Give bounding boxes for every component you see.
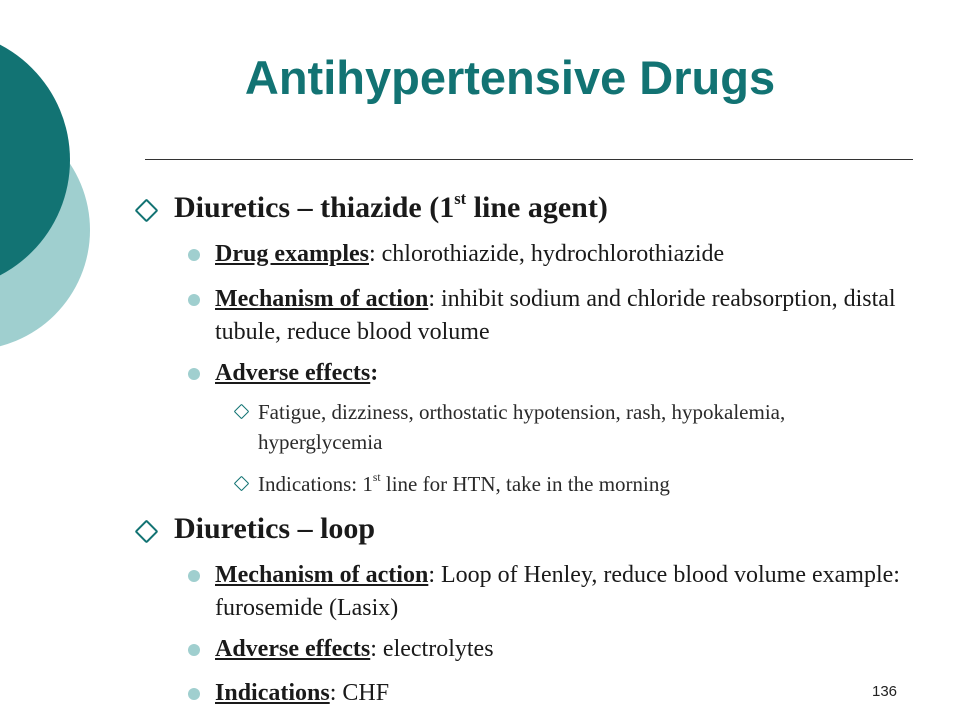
dot-bullet-icon (188, 570, 200, 582)
list-item: Mechanism of action: inhibit sodium and chloride reabsorption, distal tubule, reduce blood volume (215, 283, 915, 349)
sub-list-item: Fatigue, dizziness, orthostatic hypotension, rash, hypokalemia, hyperglycemia (258, 397, 898, 457)
list-item: Drug examples: chlorothiazide, hydrochlorothiazide (215, 238, 915, 271)
dot-bullet-icon (188, 294, 200, 306)
sub-list-item: Indications: 1st line for HTN, take in the morning (258, 469, 898, 499)
list-item: Mechanism of action: Loop of Henley, reduce blood volume example: furosemide (Lasix) (215, 559, 915, 625)
section-heading-thiazide: Diuretics – thiazide (1st line agent) (174, 190, 608, 226)
dot-bullet-icon (188, 688, 200, 700)
list-item: Indications: CHF (215, 677, 915, 710)
list-item: Adverse effects: (215, 357, 915, 390)
slide-title: Antihypertensive Drugs (244, 51, 776, 104)
dot-bullet-icon (188, 644, 200, 656)
diamond-bullet-icon (134, 198, 158, 222)
diamond-bullet-icon (234, 476, 250, 492)
dot-bullet-icon (188, 249, 200, 261)
diamond-bullet-icon (134, 519, 158, 543)
dot-bullet-icon (188, 368, 200, 380)
section-heading-loop: Diuretics – loop (174, 511, 375, 547)
list-item: Adverse effects: electrolytes (215, 633, 915, 666)
diamond-bullet-icon (234, 404, 250, 420)
page-number: 136 (872, 683, 898, 700)
